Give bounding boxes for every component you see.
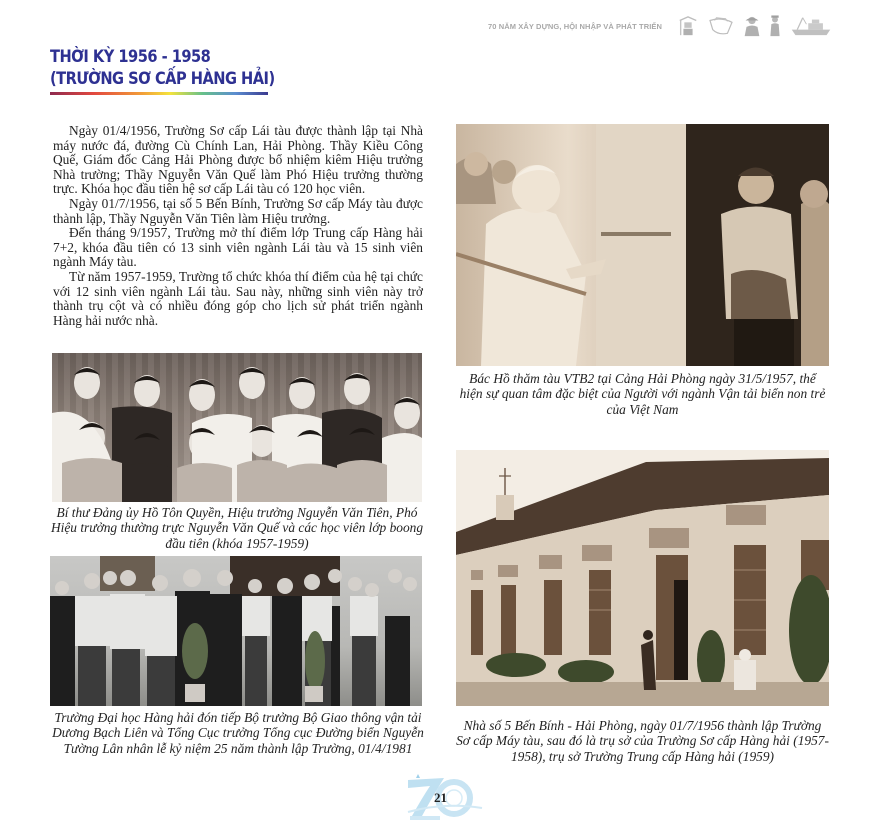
title-line-2: (TRƯỜNG SƠ CẤP HÀNG HẢI) [50,69,275,89]
container-crane-icon [676,15,700,37]
ho-visit-illustration [456,124,829,366]
section-title [50,46,311,90]
title-line-1: THỜI KỲ 1956 - 1958 [50,47,211,67]
photo-group-1957 [52,353,422,502]
worker-icon [742,15,762,37]
body-text [53,124,423,328]
paragraph: Đến tháng 9/1957, Trường mở thí điểm lớp Trung cấp Hàng hải 7+2, khóa đầu tiên có 13 sinh viên ngành Lái tàu và 15 sinh viên ngành Máy tàu. [53,225,423,270]
caption-ho-visit: Bác Hồ thăm tàu VTB2 tại Cảng Hải Phòng ngày 31/5/1957, thể hiện sự quan tâm đặc biệt của Người với ngành Vận tải biển non trẻ của Việt Nam [459,371,826,417]
page-footer [404,772,484,824]
paragraph: Từ năm 1957-1959, Trường tổ chức khóa thí điểm của hệ tại chức với 12 sinh viên ngành Lái tàu. Sau này, những sinh viên này trở thành trụ cột và có nhiều đóng góp cho lịch sử phát triển ngành Hàng hải nước nhà. [53,268,423,328]
caption-building: Nhà số 5 Bến Bính - Hải Phòng, ngày 01/7/1956 thành lập Trường Sơ cấp Máy tàu, sau đó là trụ sở của Trường Sơ cấp Hàng hải (1957-1958), trụ sở Trường Trung cấp Hàng hải (1959) [456,718,829,764]
rainbow-underline [50,92,268,95]
paragraph: Ngày 01/7/1956, tại số 5 Bến Bính, Trường Sơ cấp Máy tàu được thành lập, Thầy Nguyễn Văn Tiên làm Hiệu trưởng. [53,195,423,226]
caption-group-1957: Bí thư Đảng ủy Hồ Tôn Quyền, Hiệu trưởng Nguyễn Văn Tiên, Phó Hiệu trưởng thường trực Nguyễn Văn Quế và các học viên lớp boong đầu tiên (khóa 1957-1959) [50,505,424,551]
photo-ho-visit-vtb2 [456,124,829,366]
running-header-text: 70 NĂM XÂY DỰNG, HỘI NHẬP VÀ PHÁT TRIỂN [488,21,663,31]
running-header [488,14,834,38]
group-photo-1981-illustration [50,556,422,706]
page-number: 21 [434,790,447,805]
caption-group-1981: Trường Đại học Hàng hải đón tiếp Bộ trưởng Bộ Giao thông vận tải Dương Bạch Liên và Tổng Cục trưởng Tổng cục Đường biển Nguyễn Tường Lân nhân lễ kỷ niệm 25 năm thành lập Trường, 01/4/1981 [52,710,424,756]
building-illustration [456,450,829,706]
photo-building-5-ben-binh [456,450,829,706]
ship-hull-icon [706,15,736,37]
paragraph: Ngày 01/4/1956, Trường Sơ cấp Lái tàu được thành lập tại Nhà máy nước đá, đường Cù Chính Lan, Hải Phòng. Thầy Kiều Công Quế, Giám đốc Cảng Hải Phòng được bổ nhiệm kiêm Hiệu trưởng Nhà trường; Thầy Nguyễn Văn Quế làm Phó Hiệu trưởng thường trực. Khóa học đầu tiên hệ sơ cấp Lái tàu có 120 học viên. [53,123,423,197]
cargo-ship-icon [788,15,834,37]
group-photo-illustration [52,353,422,502]
photo-group-1981 [50,556,422,706]
sailor-icon [768,15,782,37]
